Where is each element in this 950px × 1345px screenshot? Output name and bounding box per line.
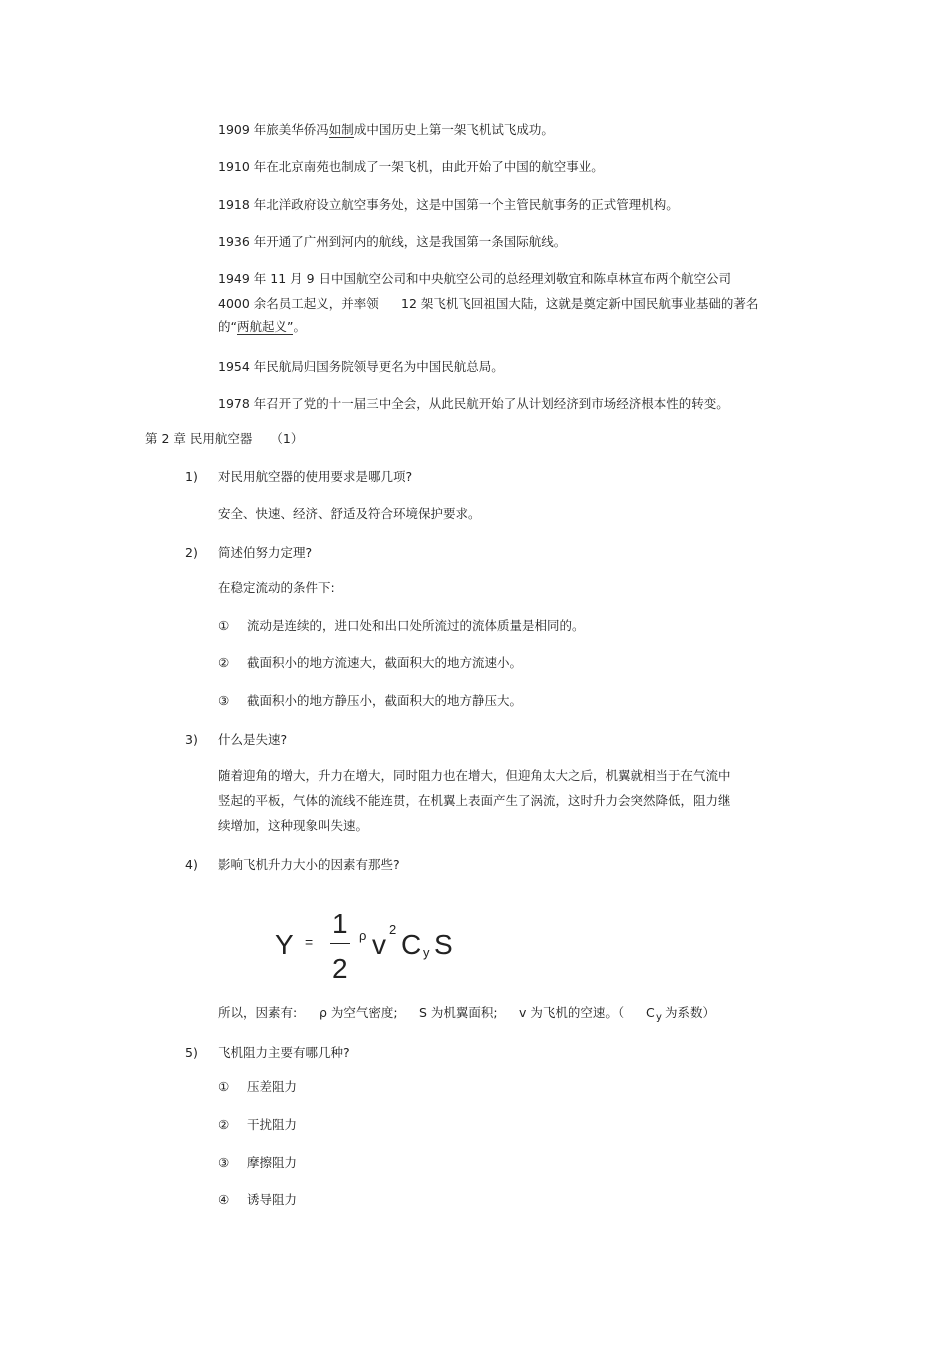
history-1949-line2b: 12 架飞机飞回祖国大陆，这就是奠定新中国民航事业基础的著名 bbox=[401, 296, 759, 311]
history-1909-underlined: 如制 bbox=[328, 122, 354, 137]
answer-4-factors-5: C bbox=[646, 1005, 655, 1020]
answer-2-item-1-mark: ① bbox=[218, 618, 230, 633]
answer-5-item-1-mark: ① bbox=[218, 1079, 230, 1094]
answer-4-factors-2: ρ 为空气密度; bbox=[319, 1005, 398, 1020]
history-1954: 1954 年民航局归国务院领导更名为中国民航总局。 bbox=[218, 359, 504, 374]
formula-subscript-y: y bbox=[423, 945, 430, 960]
question-5-number: 5) bbox=[185, 1045, 198, 1060]
question-1-number: 1) bbox=[185, 469, 198, 484]
chapter-number: （1） bbox=[270, 431, 304, 446]
history-1949-line3-post: 。 bbox=[293, 319, 306, 334]
answer-5-item-1-text: 压差阻力 bbox=[247, 1079, 298, 1094]
answer-3-line-1: 随着迎角的增大，升力在增大，同时阻力也在增大，但迎角太大之后，机翼就相当于在气流中 bbox=[218, 768, 731, 783]
formula-v: v bbox=[372, 929, 386, 960]
formula-exponent: 2 bbox=[389, 922, 397, 937]
history-1949-line3-underlined: 两航起义” bbox=[236, 319, 294, 334]
question-1-text: 对民用航空器的使用要求是哪几项? bbox=[218, 469, 413, 484]
answer-2-item-1-text: 流动是连续的，进口处和出口处所流过的流体质量是相同的。 bbox=[247, 618, 585, 633]
formula-s: S bbox=[434, 929, 453, 960]
answer-5-item-3-text: 摩擦阻力 bbox=[247, 1155, 298, 1170]
formula-rho: ρ bbox=[359, 928, 367, 943]
history-1909 bbox=[218, 121, 554, 139]
question-3-text: 什么是失速? bbox=[218, 732, 288, 747]
answer-2-item-3-text: 截面积小的地方静压小，截面积大的地方静压大。 bbox=[247, 693, 523, 708]
answer-2-item-3-mark: ③ bbox=[218, 693, 230, 708]
question-4-text: 影响飞机升力大小的因素有那些? bbox=[218, 857, 400, 872]
history-1910: 1910 年在北京南苑也制成了一架飞机，由此开始了中国的航空事业。 bbox=[218, 159, 604, 174]
answer-5-item-4-text: 诱导阻力 bbox=[247, 1192, 298, 1207]
formula-c: C bbox=[401, 929, 422, 960]
formula-equals: = bbox=[305, 934, 314, 950]
answer-3-line-2: 竖起的平板，气体的流线不能连贯，在机翼上表面产生了涡流，这时升力会突然降低，阻力继 bbox=[218, 793, 731, 808]
answer-1: 安全、快速、经济、舒适及符合环境保护要求。 bbox=[218, 506, 481, 521]
answer-5-item-2-text: 干扰阻力 bbox=[247, 1117, 298, 1132]
question-5-text: 飞机阻力主要有哪几种? bbox=[218, 1045, 350, 1060]
question-3-number: 3) bbox=[185, 732, 198, 747]
formula-fraction-bar bbox=[330, 943, 350, 944]
history-1949-line3 bbox=[218, 318, 306, 336]
answer-4-factors-6: y bbox=[656, 1012, 662, 1023]
history-1949-line3-pre: 的“ bbox=[218, 319, 237, 334]
answer-5-item-4-mark: ④ bbox=[218, 1192, 230, 1207]
answer-4-factors-4: v 为飞机的空速。（ bbox=[519, 1005, 625, 1020]
history-1978: 1978 年召开了党的十一届三中全会，从此民航开始了从计划经济到市场经济根本性的转变。 bbox=[218, 396, 729, 411]
question-2-number: 2) bbox=[185, 545, 198, 560]
answer-2-item-2-text: 截面积小的地方流速大，截面积大的地方流速小。 bbox=[247, 655, 523, 670]
history-1909-pre: 1909 年旅美华侨冯 bbox=[218, 122, 329, 137]
chapter-heading bbox=[145, 430, 303, 448]
chapter-title: 第 2 章 民用航空器 bbox=[145, 431, 253, 446]
history-1936: 1936 年开通了广州到河内的航线，这是我国第一条国际航线。 bbox=[218, 234, 567, 249]
question-4-number: 4) bbox=[185, 857, 198, 872]
history-1949-line2a: 4000 余名员工起义，并率领 bbox=[218, 296, 379, 311]
question-2-text: 简述伯努力定理? bbox=[218, 545, 313, 560]
answer-4-factors-7: 为系数） bbox=[665, 1005, 716, 1020]
history-1949-line1: 1949 年 11 月 9 日中国航空公司和中央航空公司的总经理刘敬宜和陈卓林宣布两个航空公司 bbox=[218, 271, 732, 286]
formula-numerator: 1 bbox=[332, 908, 348, 939]
history-1918: 1918 年北洋政府设立航空事务处，这是中国第一个主管民航事务的正式管理机构。 bbox=[218, 197, 679, 212]
answer-2-intro: 在稳定流动的条件下: bbox=[218, 580, 335, 595]
answer-4-factors-1: 所以，因素有: bbox=[218, 1005, 298, 1020]
answer-5-item-2-mark: ② bbox=[218, 1117, 230, 1132]
formula-lhs: Y bbox=[275, 929, 294, 960]
answer-5-item-3-mark: ③ bbox=[218, 1155, 230, 1170]
formula-denominator: 2 bbox=[332, 953, 348, 984]
answer-3-line-3: 续增加，这种现象叫失速。 bbox=[218, 818, 369, 833]
answer-2-item-2-mark: ② bbox=[218, 655, 230, 670]
history-1909-post: 成中国历史上第一架飞机试飞成功。 bbox=[353, 122, 554, 137]
answer-4-factors-3: S 为机翼面积; bbox=[419, 1005, 498, 1020]
